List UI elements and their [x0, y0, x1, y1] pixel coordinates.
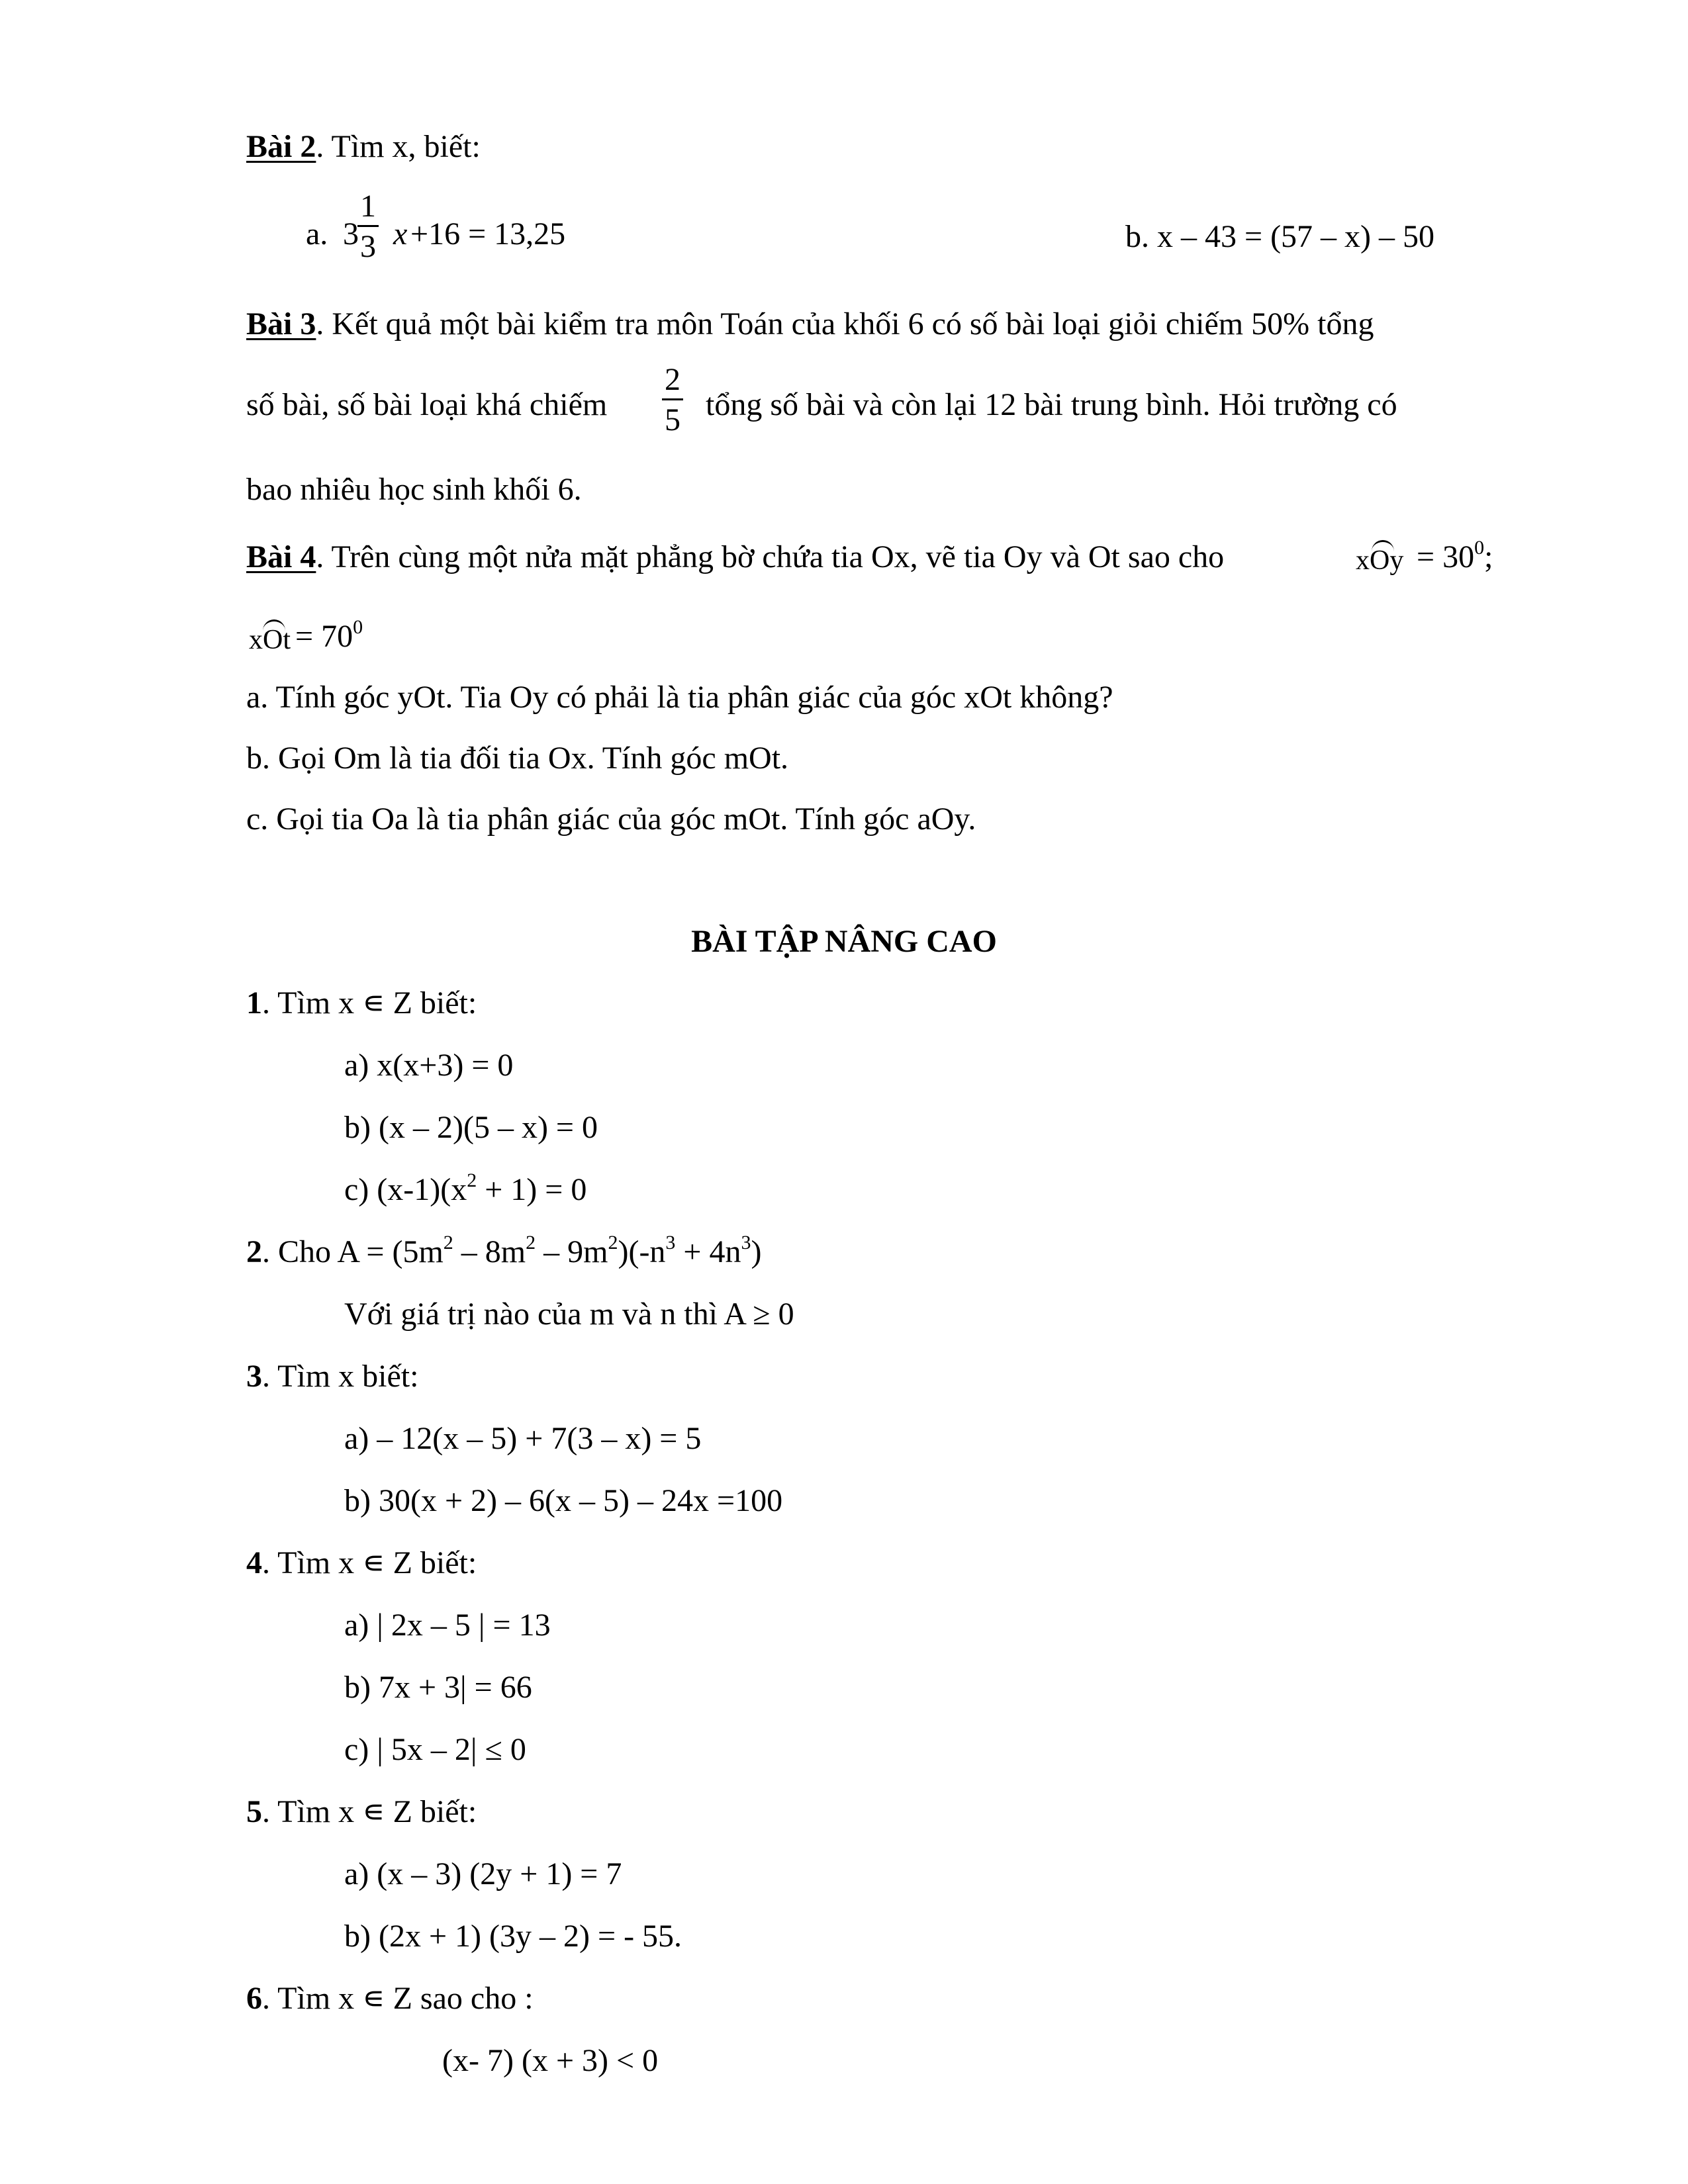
bai4-text1: . Trên cùng một nửa mặt phẳng bờ chứa tia Ox, vẽ tia Oy và Ot sao cho — [316, 539, 1225, 574]
p4-num: 4 — [246, 1545, 262, 1580]
bai4-eq2 — [295, 616, 363, 654]
bai3-text1: . Kết quả một bài kiểm tra môn Toán của khối 6 có số bài loại giỏi chiếm 50% tổng — [316, 306, 1374, 341]
p2-heading — [246, 1232, 762, 1269]
bai4-eq1 — [1417, 537, 1493, 574]
p4-heading — [246, 1547, 477, 1579]
p3-num: 3 — [246, 1359, 262, 1394]
p4-b: b) 7x + 3| = 66 — [344, 1670, 532, 1705]
bai4-semicolon: ; — [1484, 539, 1493, 574]
p1-heading — [246, 987, 477, 1019]
p2-s3: 2 — [608, 1232, 618, 1253]
bai2-a-denominator: 3 — [360, 229, 376, 264]
p6-text: . Tìm x ∊ Z sao cho : — [262, 1981, 534, 2016]
p3-heading — [246, 1361, 418, 1392]
p2-t1: . Cho A = (5m — [262, 1234, 444, 1269]
bai4-c: c. Gọi tia Oa là tia phân giác của góc mOt. Tính góc aOy. — [246, 801, 976, 837]
bai2-a-variable: x — [393, 216, 408, 251]
bai4-line1 — [246, 541, 1224, 573]
bai2-heading — [246, 131, 481, 163]
p6-heading — [246, 1983, 534, 2015]
p1-c-post: + 1) = 0 — [477, 1172, 587, 1207]
bai3-fraction — [662, 364, 683, 436]
bai4-deg2: 0 — [353, 616, 363, 638]
bai4-label: Bài 4 — [246, 539, 316, 574]
p2-t3: – 9m — [536, 1234, 608, 1269]
p1-c-sup: 2 — [467, 1169, 477, 1191]
p1-text: . Tìm x ∊ Z biết: — [262, 985, 477, 1021]
bai4-deg1: 0 — [1474, 537, 1485, 559]
p2-s2: 2 — [526, 1232, 536, 1253]
bai3-line2b: tổng số bài và còn lại 12 bài trung bình. Hỏi trường có — [706, 387, 1397, 422]
bai2-a-rest: +16 = 13,25 — [410, 216, 566, 251]
bai4-eq1-value: = 30 — [1417, 539, 1475, 574]
p5-num: 5 — [246, 1794, 262, 1829]
section-title: BÀI TẬP NÂNG CAO — [691, 924, 997, 959]
p1-num: 1 — [246, 985, 262, 1021]
bai4-angle-xot: xOt — [249, 625, 291, 655]
p2-num: 2 — [246, 1234, 262, 1269]
bai4-angle-xoy: xOy — [1356, 545, 1404, 576]
p2-line2: Với giá trị nào của m và n thì A ≥ 0 — [344, 1297, 794, 1332]
p2-t4: )(-n — [618, 1234, 666, 1269]
bai3-label: Bài 3 — [246, 306, 316, 341]
p5-heading — [246, 1796, 477, 1828]
p2-t5: + 4n — [675, 1234, 741, 1269]
p3-a: a) – 12(x – 5) + 7(3 – x) = 5 — [344, 1421, 702, 1456]
p5-a: a) (x – 3) (2y + 1) = 7 — [344, 1856, 622, 1891]
p1-a: a) x(x+3) = 0 — [344, 1048, 514, 1083]
bai2-a-label: a. — [306, 216, 328, 251]
p4-text: . Tìm x ∊ Z biết: — [262, 1545, 477, 1580]
p3-b: b) 30(x + 2) – 6(x – 5) – 24x =100 — [344, 1483, 783, 1518]
p6-num: 6 — [246, 1981, 262, 2016]
p5-b: b) (2x + 1) (3y – 2) = - 55. — [344, 1919, 682, 1954]
bai2-a-whole: 3 — [343, 216, 359, 251]
bai3-line3: bao nhiêu học sinh khối 6. — [246, 472, 582, 507]
bai3-denominator: 5 — [665, 402, 680, 437]
p5-text: . Tìm x ∊ Z biết: — [262, 1794, 477, 1829]
p2-t6: ) — [751, 1234, 762, 1269]
bai4-eq2-value: = 70 — [295, 619, 353, 654]
p2-s5: 3 — [741, 1232, 751, 1253]
bai3-numerator: 2 — [665, 362, 680, 397]
bai3-line1 — [246, 308, 1374, 340]
p4-a: a) | 2x – 5 | = 13 — [344, 1608, 551, 1643]
p2-t2: – 8m — [453, 1234, 526, 1269]
bai3-line2a: số bài, số bài loại khá chiếm — [246, 387, 608, 422]
p2-s1: 2 — [443, 1232, 453, 1253]
bai2-label: Bài 2 — [246, 129, 316, 164]
p6-expr: (x- 7) (x + 3) < 0 — [442, 2043, 659, 2078]
p1-b: b) (x – 2)(5 – x) = 0 — [344, 1110, 598, 1145]
p1-c — [344, 1169, 587, 1207]
bai2-b: b. x – 43 = (57 – x) – 50 — [1125, 219, 1435, 254]
bai4-b: b. Gọi Om là tia đối tia Ox. Tính góc mOt. — [246, 741, 789, 776]
p2-s4: 3 — [665, 1232, 676, 1253]
bai2-text: . Tìm x, biết: — [316, 129, 481, 164]
bai2-a-numerator: 1 — [360, 189, 376, 224]
p1-c-pre: c) (x-1)(x — [344, 1172, 467, 1207]
bai2-a-fraction — [357, 191, 379, 263]
bai4-a: a. Tính góc yOt. Tia Oy có phải là tia phân giác của góc xOt không? — [246, 680, 1113, 715]
p3-text: . Tìm x biết: — [262, 1359, 419, 1394]
p4-c: c) | 5x – 2| ≤ 0 — [344, 1732, 526, 1767]
